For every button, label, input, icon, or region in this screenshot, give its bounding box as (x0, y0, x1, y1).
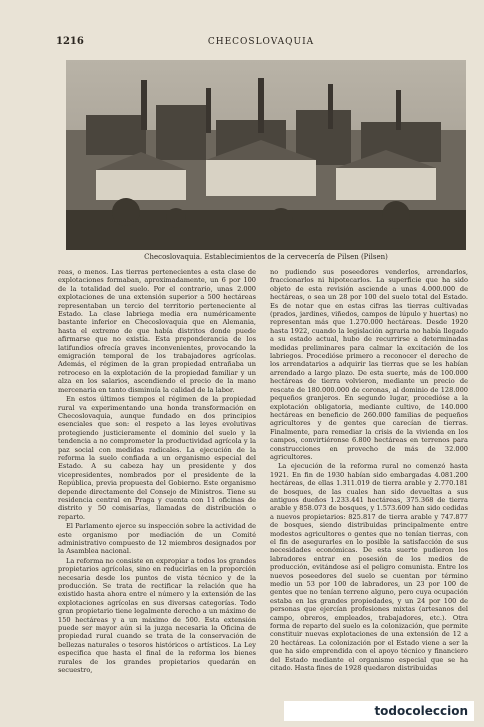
paragraph: El Parlamento ejerce su inspección sobre la actividad de este organismo por mediación de un Comité administrativo compuesto de 12 miembros designados por la Asamblea nacional. (58, 522, 256, 556)
text-column-right (270, 268, 468, 688)
text-column-left (58, 268, 256, 688)
watermark-logo: todocoleccion (284, 701, 474, 721)
paragraph: La ejecución de la reforma rural no comenzó hasta 1921. En fin de 1930 habían sido embargadas 4.081.200 hectáreas, de ellas 1.311.019 de tierra arable y 2.770.181 de bosques, de las cuales han sido devueltas a sus antiguos dueños 1.233.441 hectáreas, 375.368 de tierra arable y 858.073 de bosques, y 1.573.609 han sido cedidas a nuevos propietarios: 825.817 de tierra arable y 747.877 de bosques, siendo distribuidas principalmente entre modestos agricultores o gentes que no tenían tierras, con el fin de asegurarles en lo posible la satisfacción de sus necesidades económicas. De esta suerte pudieron los labradores entrar en posesión de los medios de producción, evitándose así el peligro comunista. Entre los nuevos poseedores del suelo se cuentan por término medio un 53 por 100 de labradores, un 23 por 100 de gentes que no tenían terreno alguno, pero cuya ocupación estaba en las grandes propiedades, y un 24 por 100 de personas que ejercían profesiones mixtas (artesanos del campo, obreros, empleados, trabajadores, etc.). Otra forma de reparto del suelo es la colonización, que permite constituir nuevas explotaciones de una extensión de 12 a 20 hectáreas. La colonización por el Estado viene a ser la que ha sido emprendida con el apoyo técnico y financiero del Estado mediante el organismo especial que se ha citado. Hasta fines de 1928 quedaron distribuidas (270, 462, 468, 673)
paragraph: reas, o menos. Las tierras pertenecientes a esta clase de explotaciones formaban, aproximadamente, un 6 por 100 de la totalidad del suelo. Por el contrario, unas 2.000 explotaciones de una extensión superior a 500 hectáreas representaban un tercio del territorio perteneciente al Estado. La clase labriega media era numéricamente bastante inferior en Checoslovaquia que en Alemania, hasta el extremo de que había distritos donde puede afirmarse que no existía. Esta preponderancia de los latifundios ofrecía graves inconvenientes, provocando la emigración temporal de los trabajadores agrícolas. Además, el régimen de la gran propiedad entrañaba un retroceso en la explotación de la propiedad familiar y un alza en los salarios, ascendiendo el precio de la mano mercenaria en tanto disminuía la calidad de la labor. (58, 268, 256, 394)
page-header (56, 36, 466, 50)
brewery-photograph (66, 60, 466, 250)
paragraph: En estos últimos tiempos el régimen de la propiedad rural va experimentando una honda transformación en Checoslovaquia, aunque fundado en dos principios esenciales que son: el respeto a las leyes evolutivas protegiendo justicieramente el dominio del suelo y la tendencia a no comprometer la productividad agrícola y la paz social con medidas radicales. La ejecución de la reforma la suelo confiada a un organismo especial del Estado. A su cabeza hay un presidente y dos vicepresidentes, nombrados por el presidente de la República, previa propuesta del Gobierno. Este organismo depende directamente del Consejo de Ministros. Tiene su residencia central en Praga y cuenta con 11 oficinas de distrito y 50 comisarías, llamadas de distribución o reparto. (58, 395, 256, 521)
photo-caption: Checoslovaquia. Establecimientos de la cervecería de Pilsen (Pilsen) (144, 253, 388, 261)
paragraph: no pudiendo sus poseedores venderlos, arrendarlos, fraccionarlos ni hipotecarlos. La superficie que ha sido objeto de esta revisión asciende a unas 4.000.000 de hectáreas, o sea un 28 por 100 del suelo total del Estado. Es de notar que en estas cifras las tierras cultivadas (prados, jardines, viñedos, campos de lúpulo y huertas) no representan más que 1.270.000 hectáreas. Desde 1920 hasta 1922, cuando la legislación agraria no había llegado a su estado actual, hubo de recurrirse a determinadas medidas preliminares para calmar la excitación de los labriegos. Procedióse primero a reconocer el derecho de los arrendatarios a adquirir las tierras que se les habían arrendado a largo plazo. De esta suerte, más de 100.000 hectáreas de tierra volvieron, mediante un precio de rescate de 180.000.000 de coronas, al dominio de 128.000 pequeños granjeros. En segundo lugar, procedióse a la explotación obligatoria, mediante cultivo, de 140.000 hectáreas en beneficio de 260.000 familias de pequeños agricultores y de gentes que carecían de tierras. Finalmente, para remediar la crisis de la vivienda en los campos, convirtiéronse 6.800 hectáreas en terrenos para construcciones en provecho de más de 32.000 agricultores. (270, 268, 468, 461)
page-number: 1216 (56, 36, 84, 47)
factory-illustration (66, 60, 466, 250)
paragraph: La reforma no consiste en expropiar a todos los grandes propietarios agrícolas, sino en reducirlas en la proporción necesaria desde los puntos de vista técnico y de la producción. Se trata de rectificar la relación que ha existido hasta ahora entre el número y la extensión de las explotaciones agrícolas en sus diversas categorías. Todo gran propietario tiene legalmente derecho a un máximo de 150 hectáreas y a un máximo de 500. Esta extensión puede ser mayor aún si la juzga necesaria la Oficina de propiedad rural cuando se trata de la conservación de bellezas naturales o tesoros históricos o artísticos. La Ley especifica que hasta el final de la reforma los bienes rurales de los grandes propietarios quedarán en secuestro, (58, 556, 256, 675)
running-title: CHECOSLOVAQUIA (207, 37, 315, 47)
article-body (58, 268, 468, 688)
